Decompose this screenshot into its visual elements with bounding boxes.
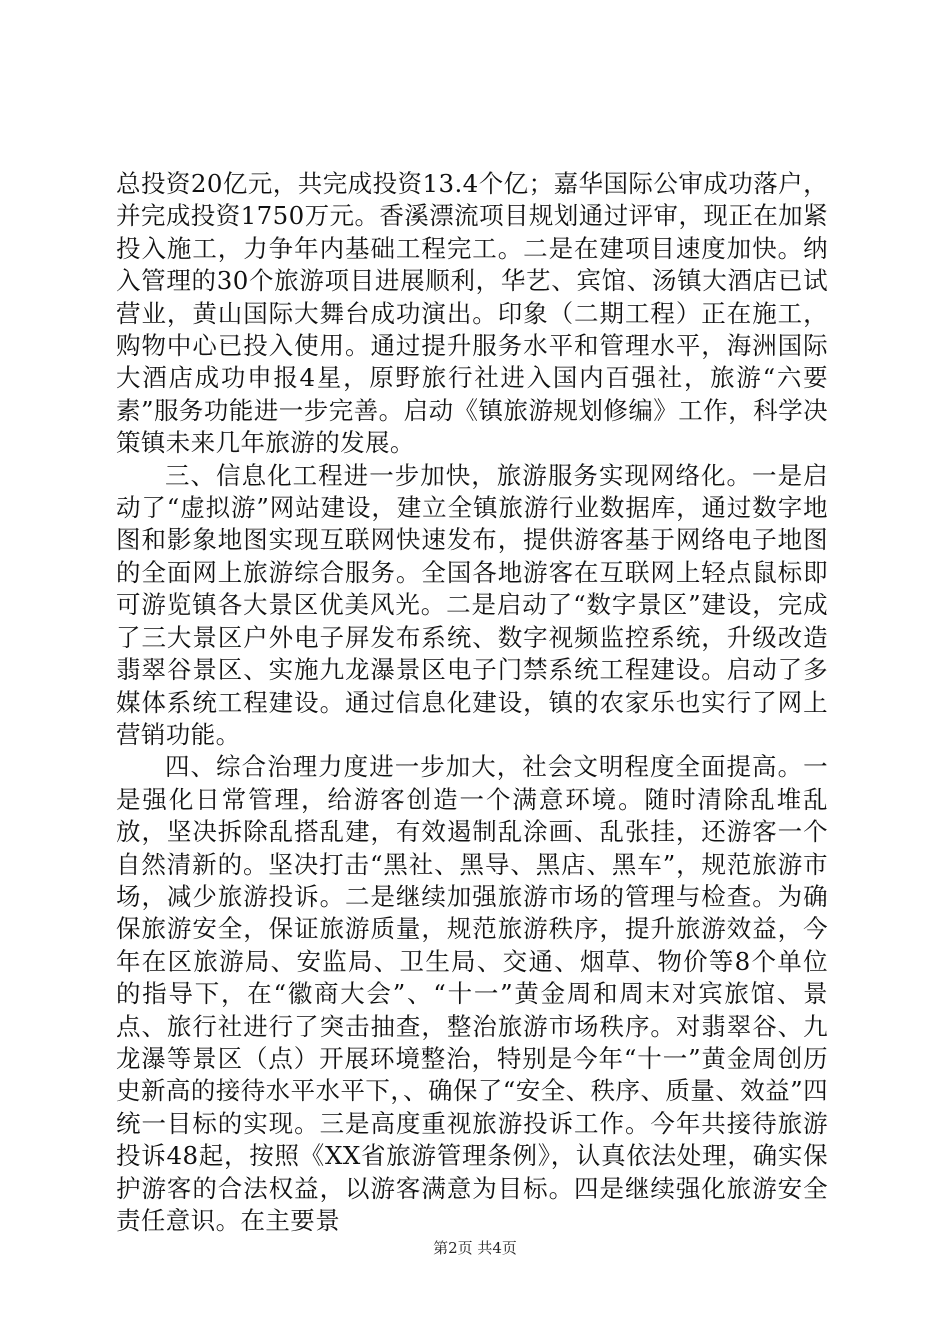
paragraph-3: 四、综合治理力度进一步加大，社会文明程度全面提高。一是强化日常管理，给游客创造一个满意环境。随时清除乱堆乱放，坚决拆除乱搭乱建，有效遏制乱涂画、乱张挂，还游客一个自然清新的。坚决打击“黑社、黑导、黑店、黑车”，规范旅游市场，减少旅游投诉。二是继续加强旅游市场的管理与检查。为确保旅游安全，保证旅游质量，规范旅游秩序，提升旅游效益，今年在区旅游局、安监局、卫生局、交通、烟草、物价等8个单位的指导下，在“徽商大会”、“十一”黄金周和周末对宾旅馆、景点、旅行社进行了突击抽查，整治旅游市场秩序。对翡翠谷、九龙瀑等景区（点）开展环境整治，特别是今年“十一”黄金周创历史新高的接待水平水平下，、确保了“安全、秩序、质量、效益”四统一目标的实现。三是高度重视旅游投诉工作。今年共接待旅游投诉48起，按照《XX省旅游管理条例》，认真依法处理，确实保护游客的合法权益，以游客满意为目标。四是继续强化旅游安全责任意识。在主要景 <box>116 752 828 1235</box>
page-footer: 第2页 共4页 <box>433 1239 517 1257</box>
body-text <box>116 168 828 1237</box>
paragraph-1: 总投资20亿元，共完成投资13.4个亿；嘉华国际公审成功落户，并完成投资1750万元。香溪漂流项目规划通过评审，现正在加紧投入施工，力争年内基础工程完工。二是在建项目速度加快。纳入管理的30个旅游项目进展顺利，华艺、宾馆、汤镇大酒店已试营业，黄山国际大舞台成功演出。印象（二期工程）正在施工，购物中心已投入使用。通过提升服务水平和管理水平，海洲国际大酒店成功申报4星，原野旅行社进入国内百强社，旅游“六要素”服务功能进一步完善。启动《镇旅游规划修编》工作，科学决策镇未来几年旅游的发展。 <box>116 169 828 458</box>
paragraph-2: 三、信息化工程进一步加快，旅游服务实现网络化。一是启动了“虚拟游”网站建设，建立全镇旅游行业数据库，通过数字地图和影象地图实现互联网快速发布，提供游客基于网络电子地图的全面网上旅游综合服务。全国各地游客在互联网上轻点鼠标即可游览镇各大景区优美风光。二是启动了“数字景区”建设，完成了三大景区户外电子屏发布系统、数字视频监控系统，升级改造翡翠谷景区、实施九龙瀑景区电子门禁系统工程建设。启动了多媒体系统工程建设。通过信息化建设，镇的农家乐也实行了网上营销功能。 <box>116 460 828 749</box>
